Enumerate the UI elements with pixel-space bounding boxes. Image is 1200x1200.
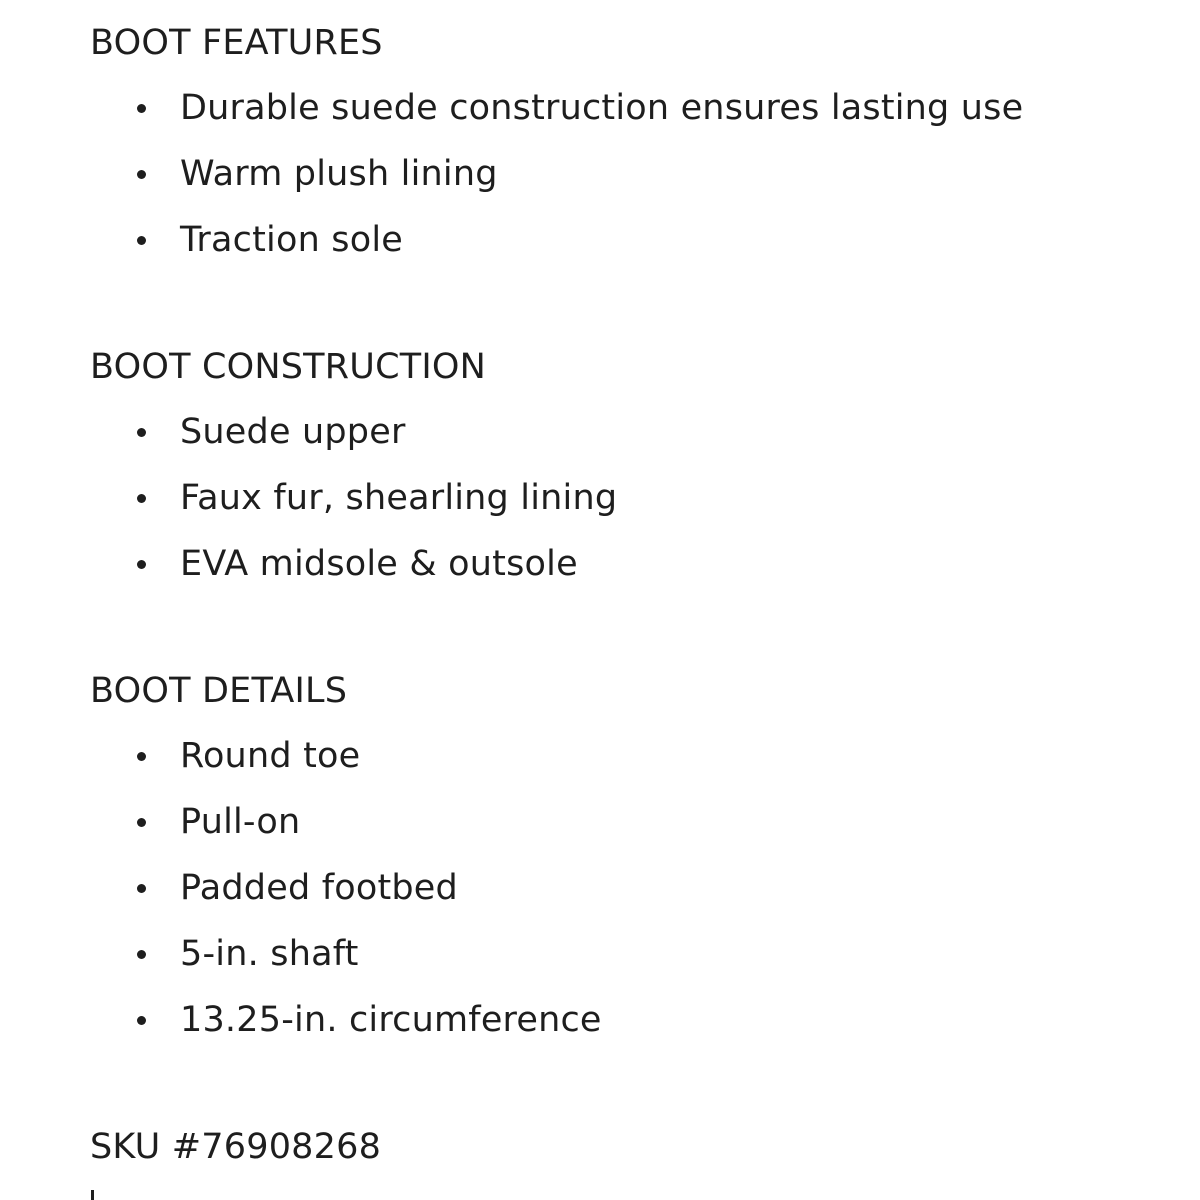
list-item-text: Padded footbed <box>180 868 458 908</box>
cutoff-text-fragment <box>91 1190 94 1200</box>
boot-details-list <box>90 734 1170 1064</box>
boot-construction-section <box>90 324 1170 608</box>
list-item <box>90 932 1170 998</box>
list-item-text: Warm plush lining <box>180 154 498 194</box>
boot-features-section <box>90 0 1170 284</box>
list-item-text: Durable suede construction ensures lasting use <box>180 88 1024 128</box>
list-item <box>90 866 1170 932</box>
list-item <box>90 542 1170 608</box>
list-item-text: Suede upper <box>180 412 406 452</box>
list-item-text: Round toe <box>180 736 361 776</box>
bullet-icon <box>137 428 146 437</box>
bullet-icon <box>137 950 146 959</box>
section-heading-boot-details: BOOT DETAILS <box>90 671 348 711</box>
list-item-text: 13.25-in. circumference <box>180 1000 602 1040</box>
list-item-text: EVA midsole & outsole <box>180 544 578 584</box>
section-heading-boot-construction: BOOT CONSTRUCTION <box>90 347 486 387</box>
list-item-text: Traction sole <box>180 220 403 260</box>
list-item-text: Faux fur, shearling lining <box>180 478 618 518</box>
sku-number: SKU #76908268 <box>90 1127 382 1167</box>
section-heading-boot-features: BOOT FEATURES <box>90 23 383 63</box>
list-item <box>90 998 1170 1064</box>
list-item <box>90 734 1170 800</box>
list-item <box>90 800 1170 866</box>
section-spacer <box>90 608 1170 648</box>
boot-construction-list <box>90 410 1170 608</box>
bullet-icon <box>137 560 146 569</box>
bullet-icon <box>137 494 146 503</box>
list-item-text: 5-in. shaft <box>180 934 359 974</box>
list-item <box>90 86 1170 152</box>
bullet-icon <box>137 236 146 245</box>
list-item-text: Pull-on <box>180 802 301 842</box>
bullet-icon <box>137 104 146 113</box>
bullet-icon <box>137 752 146 761</box>
list-item <box>90 476 1170 542</box>
list-item <box>90 410 1170 476</box>
boot-details-section <box>90 648 1170 1064</box>
section-spacer <box>90 1064 1170 1104</box>
boot-features-list <box>90 86 1170 284</box>
bullet-icon <box>137 1016 146 1025</box>
bullet-icon <box>137 170 146 179</box>
section-spacer <box>90 284 1170 324</box>
list-item <box>90 152 1170 218</box>
bullet-icon <box>137 884 146 893</box>
bullet-icon <box>137 818 146 827</box>
list-item <box>90 218 1170 284</box>
product-description <box>90 0 1170 1190</box>
